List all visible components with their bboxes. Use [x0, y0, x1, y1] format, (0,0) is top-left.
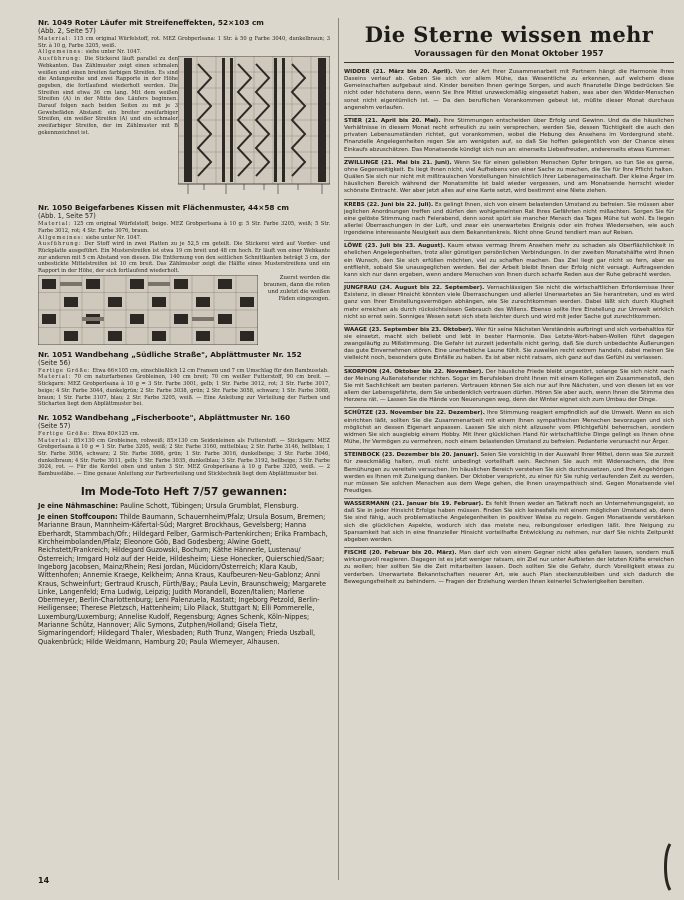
sign-body: Ihre Stimmung reagiert empfindlich auf die Umwelt. Wenn es sich einrichten läßt, sollten Sie die Zusammenarbeit mit einem Ihnen sympathischen Menschen bevorzugen und sich möglichst an dessen Eigenart anpassen. Lassen Sie sich nicht allzusehr vom Pflichtgefühl beherrschen, sondern widmen Sie sich ausgiebig einem Hobby. Mit Ihrer glücklichen Hand für wirtschaftliche Dinge gelingt es Ihnen ohne Mühe, Ihr Vermögen zu vermehren, noch einem belastenden Umstand zu befreien. Pedanterie verursacht nur Ärger.: [344, 410, 674, 446]
sign-heading: SKORPION (24. Oktober bis 22. November).: [344, 368, 484, 375]
item-1050-general: [38, 235, 330, 242]
item-1052-material: [38, 438, 330, 478]
item-1052-size: [38, 431, 330, 438]
item-1052: [38, 413, 330, 478]
execution-label: Ausführung:: [38, 241, 82, 248]
sign-body: Man darf sich von einem Gegner nicht alles gefallen lassen, sondern muß wirkungsvoll reagieren. Dagegen ist es jetzt weniger ratsam, ein Ziel nur unter Aufbieten der letzten Kräfte erreichen zu wollen; hier sollten Sie die Zeit mitarbeiten lassen. Doch sollten Sie die Gefahr, durch Voreiligkeit etwas zu verderben. Unerwartete Bekanntschaften neuerer Art, wie auch Plan steckenzubleiben und sich dadurch die Bewegungsfreiheit zu behindern. — Fragen der Erziehung werden Ihnen keinerlei Schwierigkeiten bereiten.: [344, 550, 674, 585]
size-label: Fertige Größe:: [38, 367, 91, 374]
mode-toto-winners: [38, 486, 330, 646]
sign-body: Es fehlt Ihnen weder an Tatkraft noch an Unternehmungsgeist, so daß Sie in jeder Hinsicht Erfolge haben müssen. Finden Sie sich keinesfalls mit einem möglichen Umstand ab, denn Sie sind fähig, auch problematische Angelegenheiten in positiver Weise zu regeln. Gegen Monatsende verstärken sich die glücklichen Aspekte, wodurch sich das meiste neu, reibungsloser erledigen läßt. Ihre Neigung zu Sparsamkeit hat sich in eine finanzieller Hinsicht vorteilhafte Entwicklung zu nehmen, nur darf Sie nichts Zeitpunkt abgeben werden.: [344, 501, 674, 543]
execution-text: Die Stickerei läuft parallel zu den Webkanten. Das Zählmuster zeigt einen schmalen weißen und einen breiten farbigen Streifen. Es sind die Anfangsreihe und zwei Rapporte in der Höhe gegeben, die fortlaufend wiederholt werden. Die Streifen sind etwa 36 cm lang. Mit dem weißen Streifen (A) in der Mitte des Läufers beginnen. Darauf folgen nach beiden Seiten zu mit je 3 Gewebefäden Abstand: ein breiter zweifarbiger Streifen, ein weißer Streifen (A) und ein schmaler zweifarbiger Streifen, der im Zählmuster mit B gekennzeichnet ist.: [38, 56, 178, 136]
sign-stier: [344, 116, 674, 158]
item-1051-sub: (Seite 56): [38, 358, 71, 367]
prize-2-label: Je einen Stoffcoupon:: [38, 513, 118, 522]
item-1050-side-note: Zuerst werden die braunen, dann die roten und zuletzt die weißen Fäden eingezogen.: [263, 274, 330, 302]
prize-2-winners: Thilde Baumann, Schauernheim/Pfalz; Ursula Bosum, Bremen; Marianne Braun, Mannheim-Käfertal-Süd; Margret Brockhaus, Gevelsberg; Hanna Eberhardt, Stammbach/Ofr.; Hildegard Felber, Garmisch-Partenkirchen; Erika Frambach, Kirchheimbolanden/Pfalz; Eleonore Göb, Bad Godesberg; Alwine Goett, Reichstett/Frankreich; Hildegard Guzowski, Bochum; Käthe Hännerle, Lustenau/Österreich; Irmgard Holz auf der Heide, Hildesheim; Liese Honecker, Quierschied/Saar; Ingeborg Jacobsen, Mainz/Rhein; Resi Jordan, Mücidorn/Österreich; Klara Kaub, Wittenhofen; Annemie Kraege, Kelkheim; Anna Kraus, Kaufbeuren-Neu-Gablonz; Anni Kraus, Schweinfurt; Gertraud Krusch, Fürth/Bay.; Paula Levin, Braunschweig; Margarete Linke, Langenfeld; Erna Ludwig, Leipzig; Judith Morandell, Bozen/Italien; Marlene Obermeyer, Berlin-Charlottenburg; Leni Palenzuela, Rastatt; Ingeborg Petzold, Berlin-Heiligensee; Therese Pletzsch, Hattenheim; Lilo Pilack, Stuttgart N; Elli Pommerelle, Luxemburg/Luxemburg; Annelise Kudolf, Regensburg; Agnes Schenk, Köln-Nippes; Marianne Schütz, Hannover; Alic Symons, Zutphen/Holland; Gisela Tietz, Sigmaringendorf; Hildegard Thaler, Wiesbaden; Ruth Trunz, Wangen; Frieda Uszball, Quakenbrück; Hilde Weidmann, Hamburg 20; Paula Wiemeyer, Alhausen.: [38, 513, 328, 646]
item-1049: [38, 18, 330, 198]
sign-waage: [344, 325, 674, 367]
material-text: 70 cm naturfarbenes Grobleinen, 140 cm breit; 70 cm weißer Futterstoff, 90 cm breit. — Stickgarn: MEZ Grobperlsana à 10 g = 3 Str. Farbe 3001, gelb; 1 Str. Farbe 3012, rot; 3 Str. Farbe 3017, beige; 4 Str. Farbe 3044, dunkelgrün; 2 Str. Farbe 3038, grün; 2 Str. Farbe 3058, schwarz; 1 Str. Farbe 3088, braun; 1 Str. Farbe 3107, blau; 2 Str. Farbe 3205, weiß. — Eine Anleitung zur Verteilung der Farben und Sticharten liegt dem Abplättmuster bei.: [38, 374, 330, 408]
page-number: 14: [38, 876, 50, 885]
title-rule: [344, 62, 674, 63]
sign-body: Ihre Stimmungen entscheiden über Erfolg und Gewinn. Und da die häuslichen Verhältnisse in diesem Monat recht erfreulich zu sein versprechen, werden Sie, dessen Tüchtigkeit die auch den privaten Lebensumständen richtet, gut vorankommen, wobei die Hebung des Ansehens im Vordergrund steht. Finanzielle Angelegenheiten regen Sie am wenigsten auf, so daß Sie hoffen gelegentlich von der Chance eines Einkaufs abzuschätzen. Das Monatsende kündigt sich nun an: einerseits Liebesfreuden, andererseits etwas Kummer.: [344, 117, 674, 153]
sign-text: [344, 202, 674, 238]
mode-toto-prize-2: [38, 513, 330, 646]
item-1051-heading: Nr. 1051 Wandbehang „Südliche Straße", Abplättmuster Nr. 152: [38, 349, 302, 359]
binding-mark: [662, 842, 674, 892]
sign-loewe: [344, 241, 674, 283]
material-label: Material:: [38, 437, 72, 444]
sign-body: Von der Art Ihrer Zusammenarbeit mit Partnern hängt die Harmonie Ihres Daseins verlauf ab. Geben Sie sich vor allem Mühe, das Wesentliche zu erkennen, auf welchem diese Gemeinschaften aufgebaut sind. Kinder bereiten Ihnen geringe Sorgen, und auch finanzielle Dinge bedrücken Sie nicht oder höchstens denn, wenn Sie Ihre Mittel unzweckmäßig eingesetzt haben, was aber den Widder-Menschen sonst nicht eigentümlich ist. — Da den beruflichen Vorankommen gebeut ist, müßte dieser Monat durchaus angenehm verlaufen.: [344, 69, 674, 111]
sign-text: [344, 369, 674, 405]
embroidery-chart-1050: [38, 275, 258, 345]
sign-text: [344, 160, 674, 196]
material-label: Material:: [38, 221, 72, 228]
item-1049-sub: (Abb. 2, Seite 57): [38, 27, 96, 35]
sign-fische: [344, 548, 674, 589]
item-1050-heading: Nr. 1050 Beigefarbenes Kissen mit Flächenmuster, 44×58 cm: [38, 203, 289, 213]
sign-text: [344, 550, 674, 586]
embroidery-chart-1049: [178, 56, 330, 198]
material-text: 85×130 cm Grobleinen, rohweiß; 85×130 cm Seidenleinen als Futterstoff. — Stickgarn: MEZ Grobperlsana à 10 g = 1 Str. Farbe 3205, weiß; 2 Str. Farbe 3160, mittelblau; 2 Str. Farbe 3146, hellblau; 1 Str. Farbe 3056, schwarz; 2 Str. Farbe 3086, grün; 1 Str. Farbe 3016, dunkelbeige; 3 Str. Farbe 3046, dunkelbraun; 4 Str. Farbe 3011, gelb; 1 Str. Farbe 3035, dunkelblau; 3 Str. Farbe 3192, hellbeige; 3 Str. Farbe 3024, rot. — Für die Kordel oben und unten 3 Str. MEZ Grobperlsana à 10 g Farbe 3205, weiß. — 2 Bambusstäbe. — Eine genaue Anleitung zur Farbverteilung und Sticktechnik liegt dem Abplättmuster bei.: [38, 437, 330, 478]
sign-body: Kaum etwas vermag Ihrem Ansehen mehr zu schaden als Oberflächlichkeit in ehelichen Angelegenheiten, trotz aller günstigen persönlichen Verbindungen. In der zweiten Monatshälfte wird Ihnen ein Wunsch, den Sie sich erfüllen möchten, viel zu schaffen machen. Das Ziel liegt gar nicht so fern, aber es entfliehlt, sobald Sie unausgeglichen werden. Bei der Arbeit bleibt Ihnen der Erfolg nicht versagt. Auftragsenden kann sich nur dann ergeben, wenn andere Menschen von Ihnen durch scharfe Reden aus der Ruhe gebracht werden.: [344, 243, 674, 278]
horoscope-subtitle: Voraussagen für den Monat Oktober 1957: [414, 49, 604, 58]
general-label: Allgemeines:: [38, 234, 84, 241]
sign-heading: STIER (21. April bis 20. Mai).: [344, 117, 441, 124]
material-text: 115 cm original Würfelstoff, rot. MEZ Grobperlsana: 1 Str. à 50 g Farbe 3040, dunkelbraun; 3 Str. à 10 g, Farbe 3205, weiß.: [38, 36, 330, 49]
sign-heading: KREBS (22. Juni bis 22. Juli).: [344, 201, 434, 208]
sign-heading: ZWILLINGE (21. Mai bis 21. Juni).: [344, 159, 452, 166]
sign-wassermann: [344, 499, 674, 548]
horoscope-title: Die Sterne wissen mehr: [364, 22, 654, 47]
item-1050-execution: [38, 241, 330, 275]
sign-body: Der häusliche Friede bleibt ungestört, solange Sie sich nicht nach der Meinung Außenstehender richten. Sogar im Berufsleben droht Ihnen mit einem Kollegen ein Zusammenstoß, den Sie mit Sachlichkeit am besten parieren. Vertrauen können Sie sich nur auf Ihre Nächsten, und von diesen ist es vor allem der Lebensgefährte, dem Sie unbedenklich vertrauen dürfen. Hören Sie aber auch, wenn Ihnen die Stimme des Herzens rät. — Lassen Sie die Hände von Neuerungen weg, denn der Winter eignet sich zum Umbau der Dinge.: [344, 368, 674, 404]
sign-text: [344, 69, 674, 112]
sign-widder: [344, 67, 674, 116]
material-label: Material:: [38, 36, 72, 42]
sign-body: Seien Sie vorsichtig in der Auswahl Ihrer Mittel, denn was Sie zurzeit für zweckmäßig halten, muß nicht unbedingt vorteilhaft sein. Rechnen Sie auch mit Widersachern, die Ihre Bemühungen zu vereiteln versuchen. Im häuslichen Bereich verstehen Sie sich durchzusetzen, und Ihre Angehörigen werden es Ihnen mit Zuneigung danken. Der Oktober verspricht, zu einer für Sie ruhig verlaufenden Zeit zu werden, nur müssen Sie solchen Menschen aus dem Wege gehen, die Ihnen unsympathisch sind. Gegen Monatsende viel Freudiges.: [344, 452, 674, 494]
right-column: [344, 18, 674, 589]
sign-heading: LÖWE (23. Juli bis 23. August).: [344, 243, 445, 250]
item-1051-material: [38, 374, 330, 408]
sign-text: [344, 243, 674, 279]
left-column: [38, 18, 330, 651]
item-1051-size: [38, 368, 330, 375]
prize-1-winners: Pauline Schott, Tübingen; Ursula Grumblat, Flensburg.: [118, 501, 299, 510]
sign-steinbock: [344, 450, 674, 499]
mode-toto-prize-1: [38, 502, 330, 510]
execution-text: Der Stoff wird in zwei Platten zu je 52,5 cm geteilt. Die Stickerei wird auf Vorder- und Rückplatte ausgeführt. Ein Musterstreifen ist etwa 19 cm breit und 48 cm hoch. Er läuft von einer Webkante zur anderen mit 5 cm Abstand von diesen. Die Entfernung von den seitlichen Schnittkanten beträgt 3 cm, der unbestickte Mittelstreifen ist 10 cm breit. Das Zählmuster zeigt die Hälfte eines Musterstreifens und ein Rapport in der Höhe, der sich fortlaufend wiederholt.: [38, 241, 330, 275]
sign-heading: SCHÜTZE (23. November bis 22. Dezember).: [344, 410, 485, 417]
sign-heading: WAAGE (23. September bis 23. Oktober).: [344, 326, 474, 333]
sign-text: [344, 285, 674, 321]
sign-heading: WASSERMANN (21. Januar bis 19. Februar).: [344, 501, 484, 508]
sign-schuetze: [344, 408, 674, 450]
execution-label: Ausführung:: [38, 56, 82, 63]
sign-zwillinge: [344, 158, 674, 200]
sign-body: Vernachlässigen Sie nicht die wirtschaftlichen Erfordernisse Ihrer Existenz, in dieser Hinsicht könnten viele Überraschungen und allerlei Unerwartetes an Sie herantreten, und es wird ganz von Ihrer Einstellungsvermögen abhängen, wie Sie zurechtkommen werden. Dabei läßt sich durch Klugheit mehr erreichen als durch rücksichtslosen Gebrauch des Willens. Ebenso sollte Ihre Einstellung zur Umwelt wirklich nicht so ernst sein. Sonniges Wesen setzt sich stets leichter durch und wird mit jeder Sache gut zurechtkommen.: [344, 285, 674, 320]
sign-heading: STEINBOCK (23. Dezember bis 20. Januar).: [344, 452, 479, 459]
sign-heading: FISCHE (20. Februar bis 20. März).: [344, 550, 457, 557]
size-label: Fertige Größe:: [38, 430, 91, 437]
general-text: siehe unter Nr. 1047.: [83, 49, 142, 56]
item-1051: [38, 350, 330, 408]
item-1049-material: [38, 36, 330, 49]
sign-body: Wer für seine Nächsten Verständnis aufbringt und sich vorbehaltlos für sie einsetzt, macht sich beliebt und lebt in bester Harmonie. Das Letzte-Wort-haben-Wollen führt dagegen zwangsläufig zu Mißstimmung. Die Gefahr ist zurzeit jedenfalls nicht gering, daß Sie durch unbedachte Äußerungen das gute Einvernehmen stören. Eine unerhebliche Laune fühlt. Sie zuweilen recht extrem handeln, dabei meinen Sie vielleicht noch, besonders gute Einfälle zu haben. Es ist aber nicht ratsam, sich ganz auf das Gefühl zu verlassen.: [344, 326, 674, 362]
item-1049-general: [38, 49, 330, 56]
mode-toto-title: Im Mode-Toto Heft 7/57 gewannen:: [80, 485, 288, 498]
material-text: 125 cm original Würfelstoff, beige. MEZ Grobperlsana à 10 g: 5 Str. Farbe 3205, weiß; 5 Str. Farbe 3012, rot; 4 Str. Farbe 3076, braun.: [38, 221, 330, 234]
item-1052-sub: (Seite 57): [38, 421, 71, 430]
item-1050-sub: (Abb. 1, Seite 57): [38, 212, 96, 221]
general-text: siehe unter Nr. 1047.: [83, 234, 142, 241]
size-text: Etwa 80×125 cm.: [90, 430, 140, 437]
sign-text: [344, 410, 674, 446]
sign-text: [344, 452, 674, 495]
item-1050: [38, 203, 330, 345]
prize-1-label: Je eine Nähmaschine:: [38, 501, 118, 510]
sign-heading: WIDDER (21. März bis 20. April).: [344, 69, 453, 75]
sign-skorpion: [344, 367, 674, 409]
column-divider: [338, 18, 339, 880]
sign-krebs: [344, 200, 674, 242]
material-label: Material:: [38, 374, 72, 381]
sign-list: [344, 67, 674, 589]
item-1050-material: [38, 221, 330, 234]
general-label: Allgemeines:: [38, 49, 84, 56]
sign-text: [344, 501, 674, 544]
sign-heading: JUNGFRAU (24. August bis 22. September).: [344, 285, 485, 292]
size-text: Etwa 66×105 cm, einschließlich 12 cm Fransen und 7 cm Umschlag für den Bambusstab.: [90, 367, 329, 374]
sign-body: Es gelingt Ihnen, sich von einem belastenden Umstand zu befreien. Sie müssen aber jeglichen Anordnungen treffen und dürfen den wohlgemeinten Rat Ihres Gefährten nicht mißachten. Sorgen Sie für eine gelöste Stimmung nach Feierabend, denn sonst spürt sie mancher Mensch das Tages Mühe tut wohl. Es liegen allerlei Überraschungen in der Luft, und zwar ein unerwartetes Ereignis oder ein frohes Wiedersehen, wie auch irgendeine interessante Neuigkeit aus dem Bekanntenkreis. Nicht ohne Grund tendiert man auf Reisen.: [344, 201, 674, 237]
item-1052-heading: Nr. 1052 Wandbehang „Fischerboote", Abplättmuster Nr. 160: [38, 412, 291, 422]
sign-body: Wenn Sie für einen geliebten Menschen Opfer bringen, so tun Sie es gerne, ohne Gegenseitigkeit. Es liegt Ihnen nicht, viel Aufhebens von einer Sache zu machen, die Sie für Ihre Pflicht halten. Quälen Sie sich nur nicht mit mißtrauischen Vorstellungen hinsichtlich Ihrer Lebensgemeinschaft. Der kleine Ärger im häuslichen Bereich während der Monatsmitte ist bald wieder vergessen, und am Monatsende herrscht wieder schönste Eintracht. Wer aber jetzt alles auf eine Karte setzt, wird bestimmt eine Niete ziehen.: [344, 159, 674, 195]
item-1049-heading: Nr. 1049 Roter Läufer mit Streifeneffekten, 52×103 cm: [38, 18, 264, 27]
sign-jungfrau: [344, 283, 674, 325]
sign-text: [344, 118, 674, 154]
sign-text: [344, 327, 674, 363]
